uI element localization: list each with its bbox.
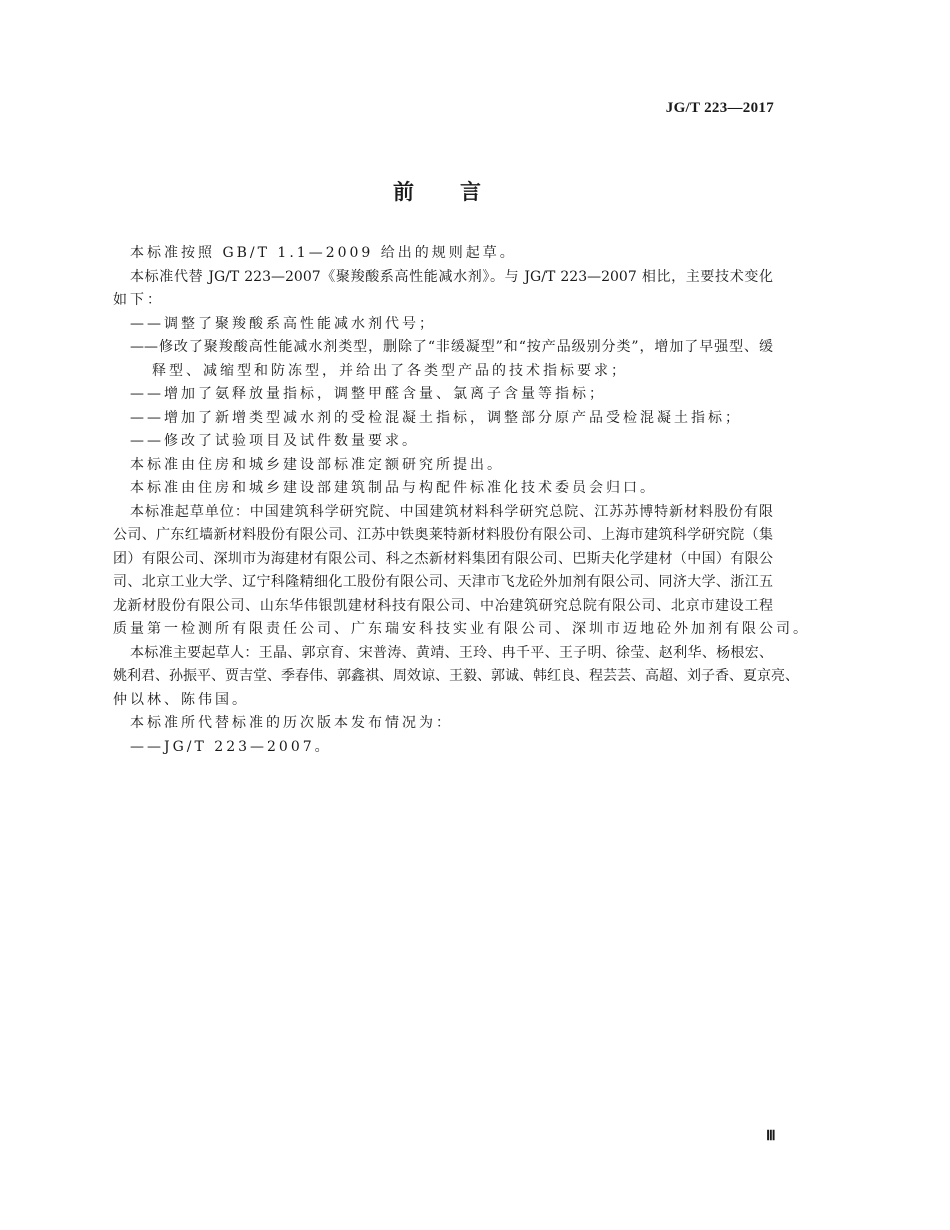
text-line: 本标准由住房和城乡建设部建筑制品与构配件标准化技术委员会归口。 [130,480,657,496]
text-line: ——增加了氨释放量指标，调整甲醛含量、氯离子含量等指标； [130,386,606,402]
text-line: 如下： [113,292,164,308]
list-item [113,430,773,454]
paragraph [113,454,773,478]
text-line: 释型、减缩型和防冻型，并给出了各类型产品的技术指标要求； [152,362,628,379]
text-line: 司、北京工业大学、辽宁科隆精细化工股份有限公司、天津市飞龙砼外加剂有限公司、同济大学、浙江五 [113,574,773,590]
text-line: 公司、广东红墙新材料股份有限公司、江苏中铁奥莱特新材料股份有限公司、上海市建筑科学研究院（集 [113,527,773,543]
paragraph [113,477,773,501]
text-line: ——修改了聚羧酸高性能减水剂类型，删除了“非缓凝型”和“按产品级别分类”，增加了早强型、缓 [130,339,773,355]
text-line: 本标准由住房和城乡建设部标准定额研究所提出。 [130,456,504,473]
text-line: 质量第一检测所有限责任公司、广东瑞安科技实业有限公司、深圳市迈地砼外加剂有限公司。 [113,621,810,637]
list-item [113,336,773,383]
title-char-1: 前 [393,180,414,204]
text-line: 团）有限公司、深圳市为海建材有限公司、科之杰新材料集团有限公司、巴斯夫化学建材（中国）有限公 [113,550,773,567]
text-line: ——JG/T 223—2007。 [130,738,332,755]
document-body [113,242,810,759]
list-item [113,383,773,407]
list-item [113,736,773,760]
text-line: 本标准所代替标准的历次版本发布情况为： [130,715,453,731]
list-item [113,407,773,431]
text-line: ——增加了新增类型减水剂的受检混凝土指标，调整部分原产品受检混凝土指标； [130,409,742,426]
paragraph [113,242,773,266]
paragraph [113,501,810,642]
text-line: 本标准代替 JG/T 223—2007《聚羧酸系高性能减水剂》。与 JG/T 223—2007 相比，主要技术变化 [130,268,773,285]
text-line: 本标准主要起草人：王晶、郭京育、宋普涛、黄靖、王玲、冉千平、王子明、徐莹、赵利华、杨根宏、 [130,644,773,661]
paragraph [113,642,799,713]
text-line: 本标准按照 GB/T 1.1—2009 给出的规则起草。 [130,245,517,261]
paragraph [113,266,773,313]
text-line: 仲以林、陈伟国。 [113,691,249,708]
paragraph [113,712,773,736]
text-line: 龙新材股份有限公司、山东华伟银凯建材科技有限公司、中冶建筑研究总院有限公司、北京市建设工程 [113,597,773,614]
standard-number-header: JG/T 223—2017 [665,100,774,116]
text-line: ——修改了试验项目及试件数量要求。 [130,433,419,449]
text-line: 本标准起草单位：中国建筑科学研究院、中国建筑材料科学研究总院、江苏苏博特新材料股份有限 [130,503,773,520]
page-title [393,176,481,206]
list-item [113,313,773,337]
page-number: Ⅲ [766,1129,776,1144]
text-line: ——调整了聚羧酸系高性能减水剂代号； [130,315,436,332]
title-char-2: 言 [460,180,481,204]
text-line: 姚利君、孙振平、贾吉堂、季春伟、郭鑫祺、周效谅、王毅、郭诚、韩红良、程芸芸、高超、刘子香、夏京亮、 [113,668,799,684]
